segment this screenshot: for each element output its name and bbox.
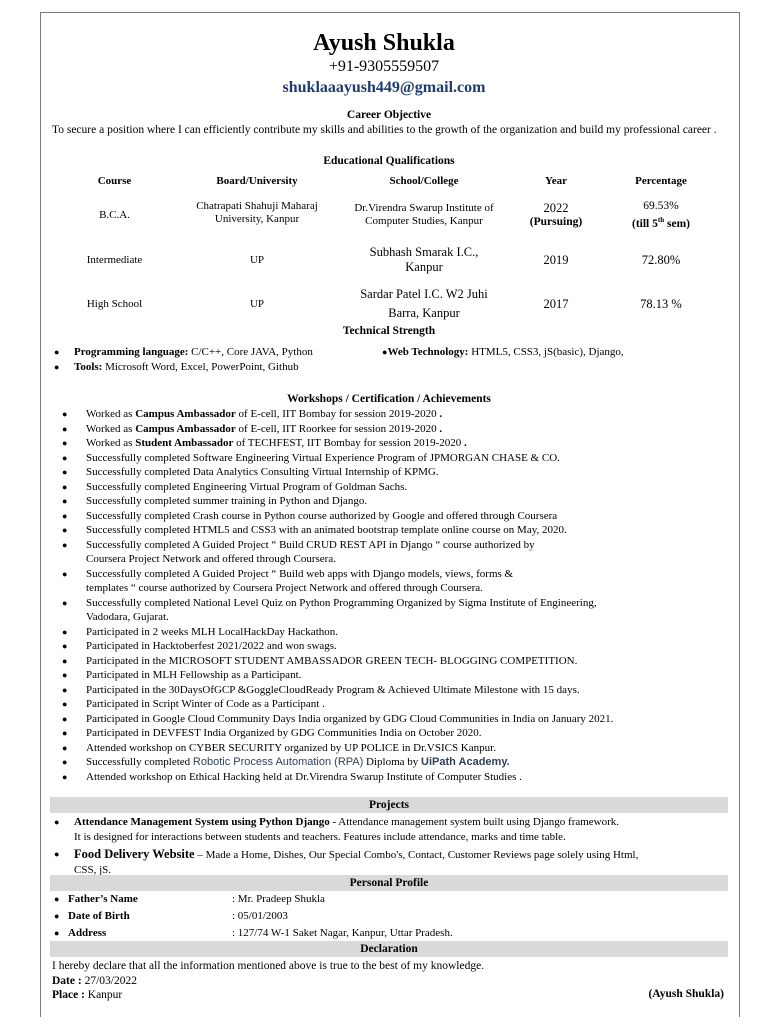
cell-school: Subhash Smarak I.C., Kanpur (369, 245, 479, 274)
cell-percentage: 78.13 % (640, 296, 682, 311)
technical-heading: Technical Strength (342, 325, 436, 337)
year-value: 2022 (543, 201, 569, 215)
percent-value: 69.53% (643, 200, 679, 213)
year-note: (Pursuing) (529, 216, 583, 228)
projects-heading: Projects (50, 797, 728, 813)
email-address[interactable]: shuklaaayush449@gmail.com (282, 79, 486, 96)
percent-note: (till 5th sem) (632, 216, 690, 230)
col-school: School/College (389, 175, 459, 187)
personal-row: ● Address : 127/74 W-1 Saket Nagar, Kanpur, Uttar Pradesh. (54, 927, 453, 939)
project-item: ● Food Delivery Website – Made a Home, Dishes, Our Special Combo's, Contact, Customer Reviews page solely using Html, CSS, jS. (54, 847, 639, 876)
list-item: ● Programming language: C/C++, Core JAVA, Python ●Web Technology: HTML5, CSS3, jS(basic), Django, (54, 346, 624, 358)
list-item: ● Participated in the MICROSOFT STUDENT AMBASSADOR GREEN TECH- BLOGGING COMPETITION. (62, 654, 578, 667)
list-item: ● Attended workshop on Ethical Hacking held at Dr.Virendra Swarup Institute of Computer Studies . (62, 770, 522, 783)
list-item: ● Successfully completed HTML5 and CSS3 with an animated bootstrap template online course on May, 2020. (62, 524, 567, 536)
education-header-row (52, 172, 728, 190)
list-item: ● Worked as Campus Ambassador of E-cell, IIT Bombay for session 2019-2020 . (62, 408, 443, 420)
phone-number: +91-9305559507 (328, 58, 440, 75)
list-item: ● Successfully completed Robotic Process Automation (RPA) Diploma by UiPath Academy. (62, 756, 510, 768)
candidate-name: Ayush Shukla (313, 30, 455, 56)
education-table (52, 172, 728, 328)
table-row (52, 190, 728, 240)
col-board: Board/University (216, 175, 298, 187)
cell-course: High School (86, 298, 143, 310)
personal-row: ● Father’s Name : Mr. Pradeep Shukla (54, 893, 325, 905)
cell-school: Dr.Virendra Swarup Institute of Computer Studies, Kanpur (354, 202, 494, 227)
personal-row: ● Date of Birth : 05/01/2003 (54, 910, 288, 922)
cell-course: B.C.A. (99, 209, 130, 221)
education-heading: Educational Qualifications (323, 155, 455, 167)
project-item: ● Attendance Management System using Python Django - Attendance management system built using Django framework. It is designed for interactions between students and teachers. Features include attendance, marks and time table. (54, 816, 620, 843)
cell-board: Chatrapati Shahuji Maharaj University, Kanpur (196, 200, 318, 225)
list-item: ● Tools: Microsoft Word, Excel, PowerPoint, Github (54, 360, 299, 373)
list-item: ● Successfully completed A Guided Project “ Build web apps with Django models, views, forms & templates “ course authorized by Coursera Project Network and offered through Coursera. (62, 567, 514, 594)
list-item: ● Participated in MLH Fellowship as a Participant. (62, 669, 302, 681)
declaration-place: Place : Kanpur (52, 989, 123, 1001)
list-item: ● Participated in DEVFEST India Organized by GDG Communities India on October 2020. (62, 727, 482, 739)
declaration-date: Date : 27/03/2022 (52, 974, 137, 987)
list-item: ● Successfully completed summer training in Python and Django. (62, 495, 368, 507)
technical-list (52, 345, 732, 374)
signature: (Ayush Shukla) (648, 988, 724, 1000)
list-item: ● Worked as Campus Ambassador of E-cell, IIT Roorkee for session 2019-2020 . (62, 422, 443, 435)
list-item: ● Attended workshop on CYBER SECURITY organized by UP POLICE in Dr.VSICS Kanpur. (62, 741, 496, 754)
declaration-statement: I hereby declare that all the information mentioned above is true to the best of my knowledge. (52, 960, 485, 972)
list-item: ● Participated in 2 weeks MLH LocalHackDay Hackathon. (62, 625, 338, 638)
list-item: ● Successfully completed Software Engineering Virtual Experience Program of JPMORGAN CHASE & CO. (62, 451, 560, 464)
table-row (52, 240, 728, 280)
list-item: ● Participated in Hacktoberfest 2021/2022 and won swags. (62, 640, 337, 652)
col-course: Course (97, 175, 132, 187)
list-item: ● Worked as Student Ambassador of TECHFEST, IIT Bombay for session 2019-2020 . (62, 437, 467, 449)
list-item: ● Participated in Script Winter of Code as a Participant . (62, 698, 325, 710)
cell-percentage (601, 199, 721, 231)
list-item: ● Participated in Google Cloud Community Days India organized by GDG Cloud Communities in India on January 2021. (62, 712, 614, 725)
workshops-heading: Workshops / Certification / Achievements (287, 393, 491, 405)
cell-board: UP (249, 254, 265, 266)
list-item: ● Successfully completed Engineering Virtual Program of Goldman Sachs. (62, 480, 408, 493)
career-objective-heading: Career Objective (346, 109, 432, 121)
cell-course: Intermediate (86, 254, 143, 266)
personal-list (52, 891, 732, 942)
cell-year: 2017 (543, 296, 569, 311)
workshops-list (52, 407, 732, 784)
list-item: ● Successfully completed National Level Quiz on Python Programming Organized by Sigma Institute of Engineering, Vadodara, Gujarat. (62, 596, 597, 623)
declaration-heading: Declaration (50, 941, 728, 957)
declaration-text (52, 959, 728, 1003)
table-row (52, 280, 728, 328)
list-item: ● Successfully completed A Guided Project “ Build CRUD REST API in Django “ course authorized by Coursera Project Network and offered through Coursera. (62, 538, 535, 565)
col-percentage: Percentage (635, 175, 687, 187)
cell-board: UP (249, 298, 265, 310)
cell-year (511, 201, 601, 229)
cell-percentage: 72.80% (641, 252, 681, 267)
col-year: Year (545, 175, 567, 187)
projects-list (52, 815, 732, 877)
list-item: ● Successfully completed Crash course in Python course authorized by Google and offered through Coursera (62, 509, 558, 522)
cell-school: Sardar Patel I.C. W2 Juhi Barra, Kanpur (360, 287, 488, 320)
personal-heading: Personal Profile (50, 875, 728, 891)
career-objective-text: To secure a position where I can efficiently contribute my skills and abilities to the growth of the organization and build my professional career . (52, 124, 717, 136)
cell-year: 2019 (543, 252, 569, 267)
list-item: ● Successfully completed Data Analytics Consulting Virtual Internship of KPMG. (62, 466, 439, 478)
list-item: ● Participated in the 30DaysOfGCP &GoggleCloudReady Program & Achieved Ultimate Milestone with 15 days. (62, 683, 580, 696)
